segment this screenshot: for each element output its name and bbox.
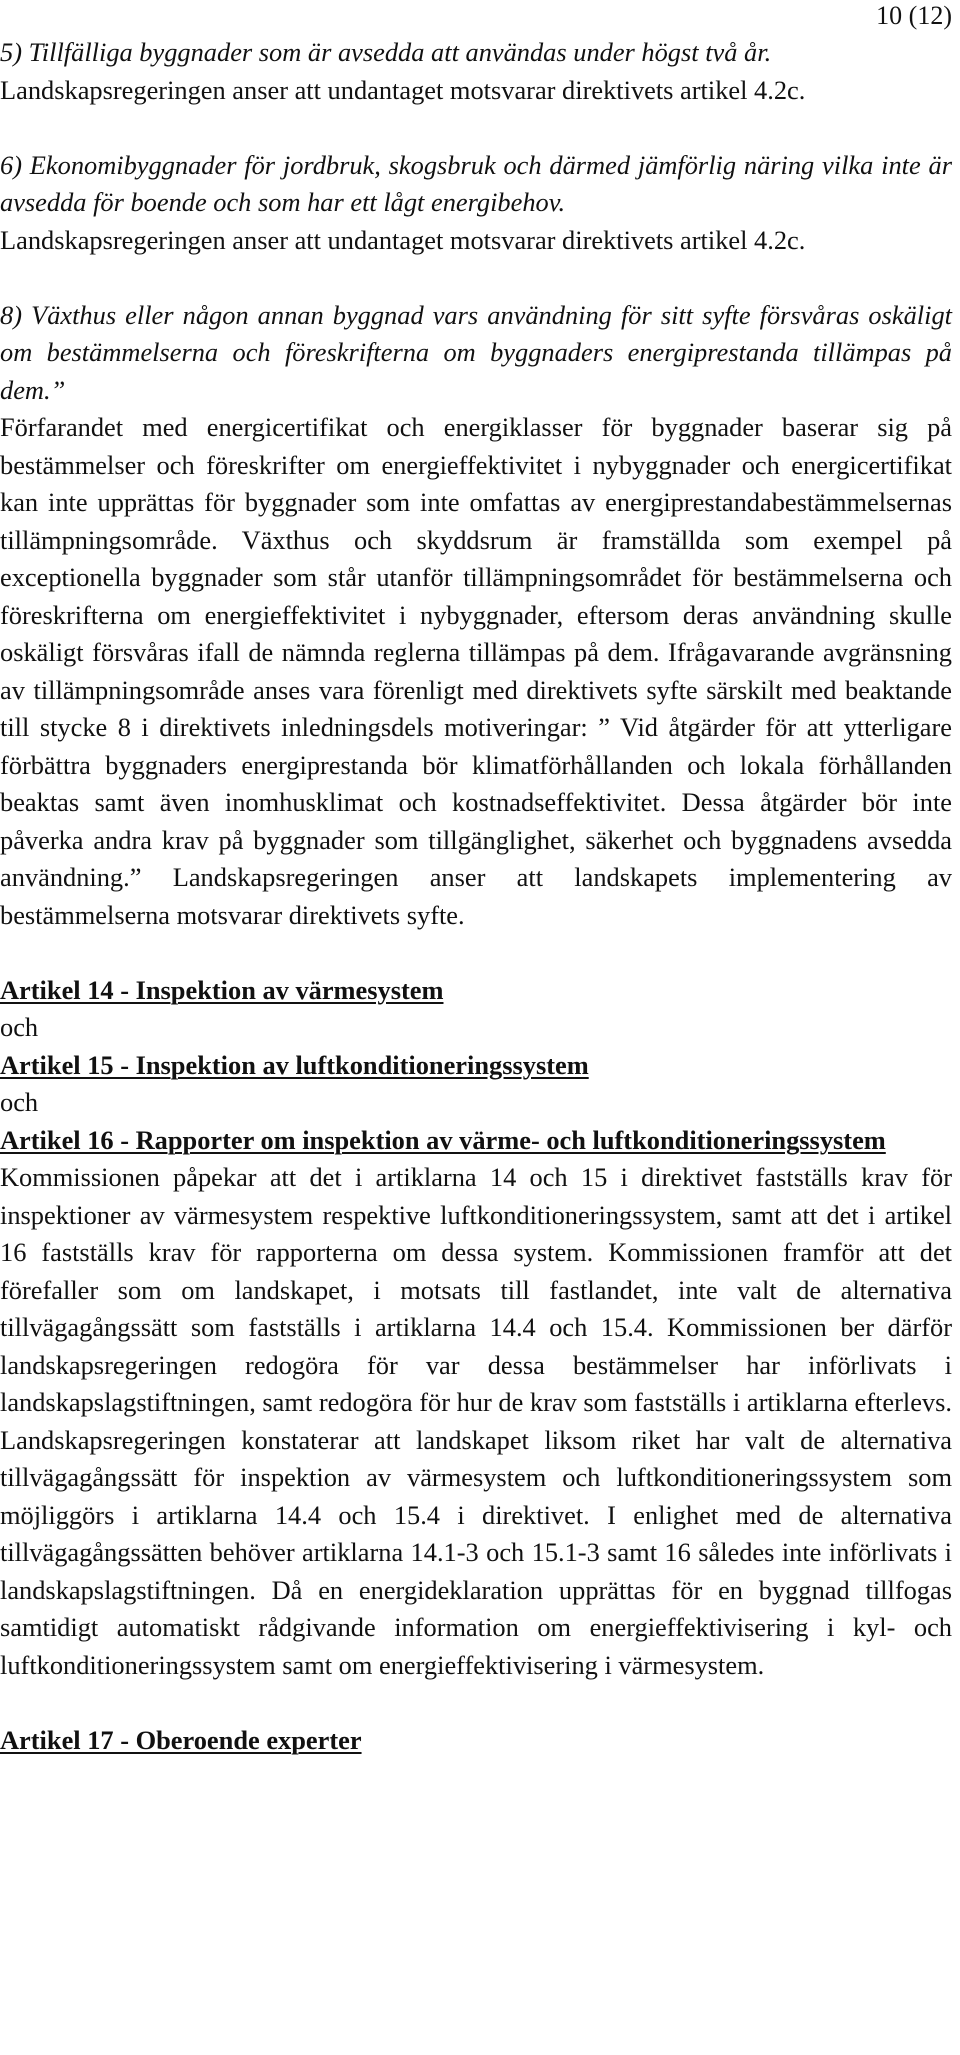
comment-item-8: Förfarandet med energicertifikat och energiklasser för byggnader baserar sig på bestämmelser och föreskrifter om energieffektivitet i nybyggnader och energicertifikat kan inte upprättas för byggnader som inte omfattas av energiprestandabestämmelsernas tillämpningsområde. Växthus och skyddsrum är framställda som exempel på exceptionella byggnader som står utanför tillämpningsområdet för bestämmelserna och föreskrifterna om energieffektivitet i nybyggnader, eftersom deras användning skulle oskäligt försvåras ifall de nämnda reglerna tillämpas på dem. Ifrågavarande avgränsning av tillämpningsområde anses vara förenligt med direktivets syfte särskilt med beaktande till stycke 8 i direktivets inledningsdels motiveringar: ” Vid åtgärder för att ytterligare förbättra byggnaders energiprestanda bör klimatförhållanden och lokala förhållanden beaktas samt även inomhusklimat och kostnadseffektivitet. Dessa åtgärder bör inte påverka andra krav på byggnader som tillgänglighet, säkerhet och byggnadens avsedda användning.” Landskapsregeringen anser att landskapets implementering av bestämmelserna motsvarar direktivets syfte.	[0, 412, 952, 930]
document-body	[0, 34, 952, 1759]
heading-artikel-16: Artikel 16 - Rapporter om inspektion av värme- och luftkonditioneringssystem	[0, 1124, 886, 1155]
connector-och-2: och	[0, 1087, 39, 1117]
section-body: Kommissionen påpekar att det i artiklarna 14 och 15 i direktivet fastställs krav för inspektioner av värmesystem respektive luftkonditioneringssystem, samt att det i artikel 16 fastställs krav för rapporterna om dessa system. Kommissionen framför att det förefaller som om landskapet, i motsats till fastlandet, inte valt de alternativa tillvägagångssätt som fastställs i artiklarna 14.4 och 15.4. Kommissionen ber därför landskapsregeringen redogöra för var dessa bestämmelser har införlivats i landskapslagstiftningen, samt redogöra för hur de krav som fastställs i artiklarna efterlevs. Landskapsregeringen konstaterar att landskapet liksom riket har valt de alternativa tillvägagångssätt för inspektion av värmesystem och luftkonditioneringssystem som möjliggörs i artiklarna 14.4 och 15.4 i direktivet. I enlighet med de alternativa tillvägagångssätten behöver artiklarna 14.1-3 och 15.1-3 samt 16 således inte införlivats i landskapslagstiftningen. Då en energideklaration upprättas för en byggnad tillfogas samtidigt automatiskt rådgivande information om energieffektivisering i kyl- och luftkonditioneringssystem samt om energieffektivisering i värmesystem.	[0, 1162, 952, 1680]
connector-och-1: och	[0, 1012, 39, 1042]
heading-artikel-15: Artikel 15 - Inspektion av luftkonditioneringssystem	[0, 1049, 589, 1080]
heading-artikel-17: Artikel 17 - Oberoende experter	[0, 1724, 362, 1755]
comment-item-5: Landskapsregeringen anser att undantaget motsvarar direktivets artikel 4.2c.	[0, 74, 806, 105]
quote-item-8: 8) Växthus eller någon annan byggnad vars användning för sitt syfte försvåras oskäligt om bestämmelserna och föreskrifterna om byggnaders energiprestanda tillämpas på dem.”	[0, 299, 952, 405]
heading-artikel-14: Artikel 14 - Inspektion av värmesystem	[0, 974, 444, 1005]
quote-item-6: 6) Ekonomibyggnader för jordbruk, skogsbruk och därmed jämförlig näring vilka inte är avsedda för boende och som har ett lågt energibehov.	[0, 149, 952, 217]
page-number: 10 (12)	[876, 1, 952, 30]
comment-item-6: Landskapsregeringen anser att undantaget motsvarar direktivets artikel 4.2c.	[0, 224, 806, 255]
quote-item-5: 5) Tillfälliga byggnader som är avsedda att användas under högst två år.	[0, 37, 772, 67]
